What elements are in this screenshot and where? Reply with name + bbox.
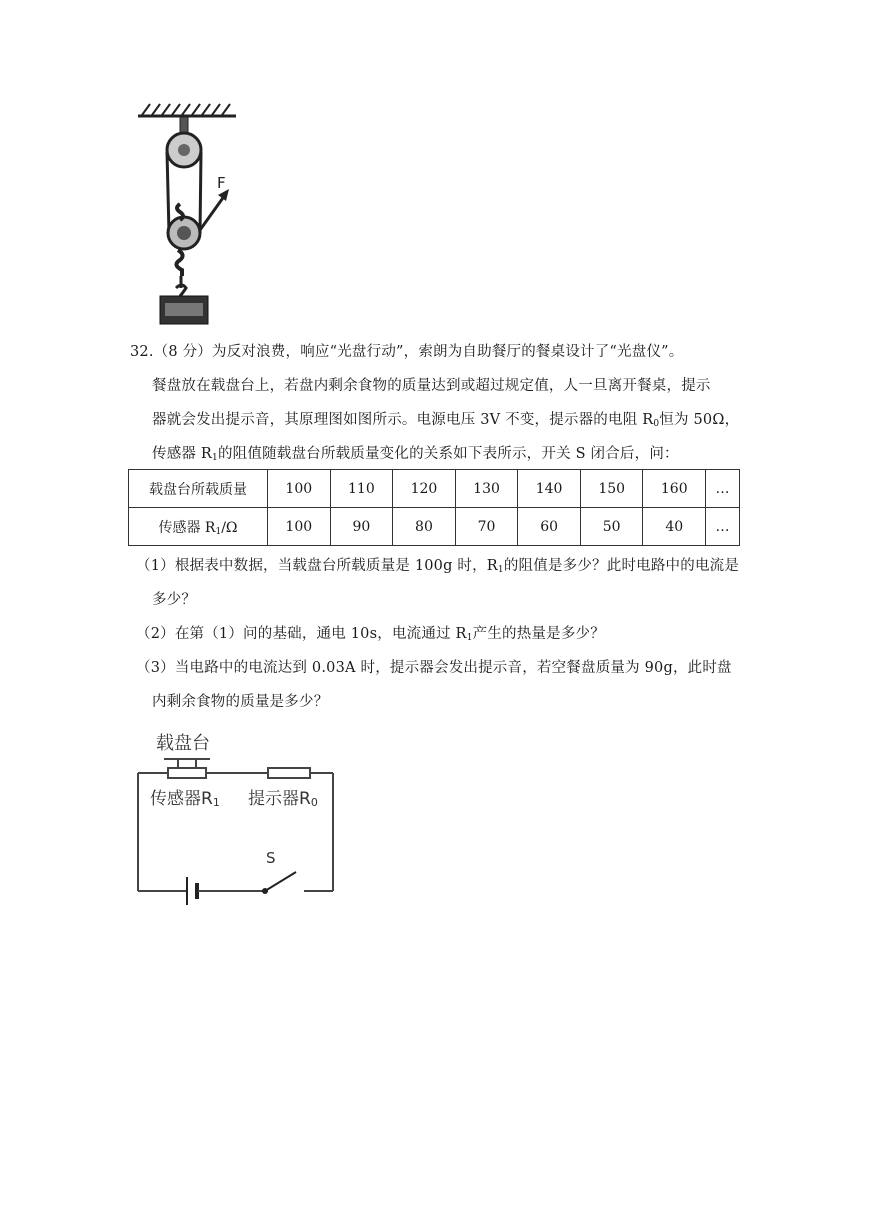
alarm-resistor [268,768,310,778]
switch-blade [265,872,296,891]
table-cell: 120 [393,470,456,508]
part-2: （2）在第（1）问的基础，通电 10s，电流通过 $R_1$产生的热量是多少？ [136,626,605,643]
part-3-line2: 内剩余食物的质量是多少？ [152,694,329,710]
question-intro-line1: 32.（8 分）为反对浪费，响应“光盘行动”，索朗为自助餐厅的餐桌设计了“光盘仪”。 [130,344,684,360]
question-intro-line3: 器就会发出提示音，其原理图如图所示。电源电压 3V 不变，提示器的电阻 $R_0$恒为 50Ω， [152,412,740,429]
table-cell: 110 [330,470,393,508]
question-intro-line2: 餐盘放在载盘台上，若盘内剩余食物的质量达到或超过规定值，人一旦离开餐桌，提示 [152,378,711,394]
table-cell: … [706,470,740,508]
part-1-line1: （1）根据表中数据，当载盘台所载质量是 100g 时，$R_1$的阻值是多少？此时电路中的电流是 [136,558,740,575]
table-cell: 160 [643,470,706,508]
ceiling-hatch [142,104,230,115]
table-cell: 70 [455,508,518,546]
pulley-diagram [128,100,248,330]
hook-lower [176,250,182,276]
part-1-line2: 多少？ [152,592,197,608]
table-row-resistance [129,508,740,546]
table-cell: 40 [643,508,706,546]
table-cell: 50 [580,508,643,546]
table-cell: 90 [330,508,393,546]
circuit-diagram [130,725,340,915]
rope-right [200,152,201,233]
table-cell: 80 [393,508,456,546]
force-label: F [217,174,226,192]
sensor-label: 传感器$R_1$ [150,789,220,809]
alarm-label: 提示器$R_0$ [248,789,318,809]
part-3-line1: （3）当电路中的电流达到 0.03A 时，提示器会发出提示音，若空餐盘质量为 90g，此时盘 [136,660,732,676]
table-cell: 60 [518,508,581,546]
force-arrow [200,195,225,230]
table-header-mass: 载盘台所载质量 [129,470,268,508]
table-row-mass [129,470,740,508]
table-cell: 130 [455,470,518,508]
table-cell: 150 [580,470,643,508]
switch-label: S [266,849,276,867]
table-cell: 140 [518,470,581,508]
table-cell: 100 [268,508,331,546]
table-cell: 100 [268,470,331,508]
rope-left [167,152,169,233]
sensor-resistor [168,768,206,778]
mass-resistance-table [128,469,740,546]
tray-label: 载盘台 [156,733,210,754]
table-cell: … [706,508,740,546]
question-intro-line4: 传感器 $R_1$的阻值随载盘台所载质量变化的关系如下表所示，开关 S 闭合后，问： [152,446,679,463]
question-number: 32. [130,344,154,360]
table-header-resistance: 传感器 $R_1/\Omega$ [129,508,268,546]
